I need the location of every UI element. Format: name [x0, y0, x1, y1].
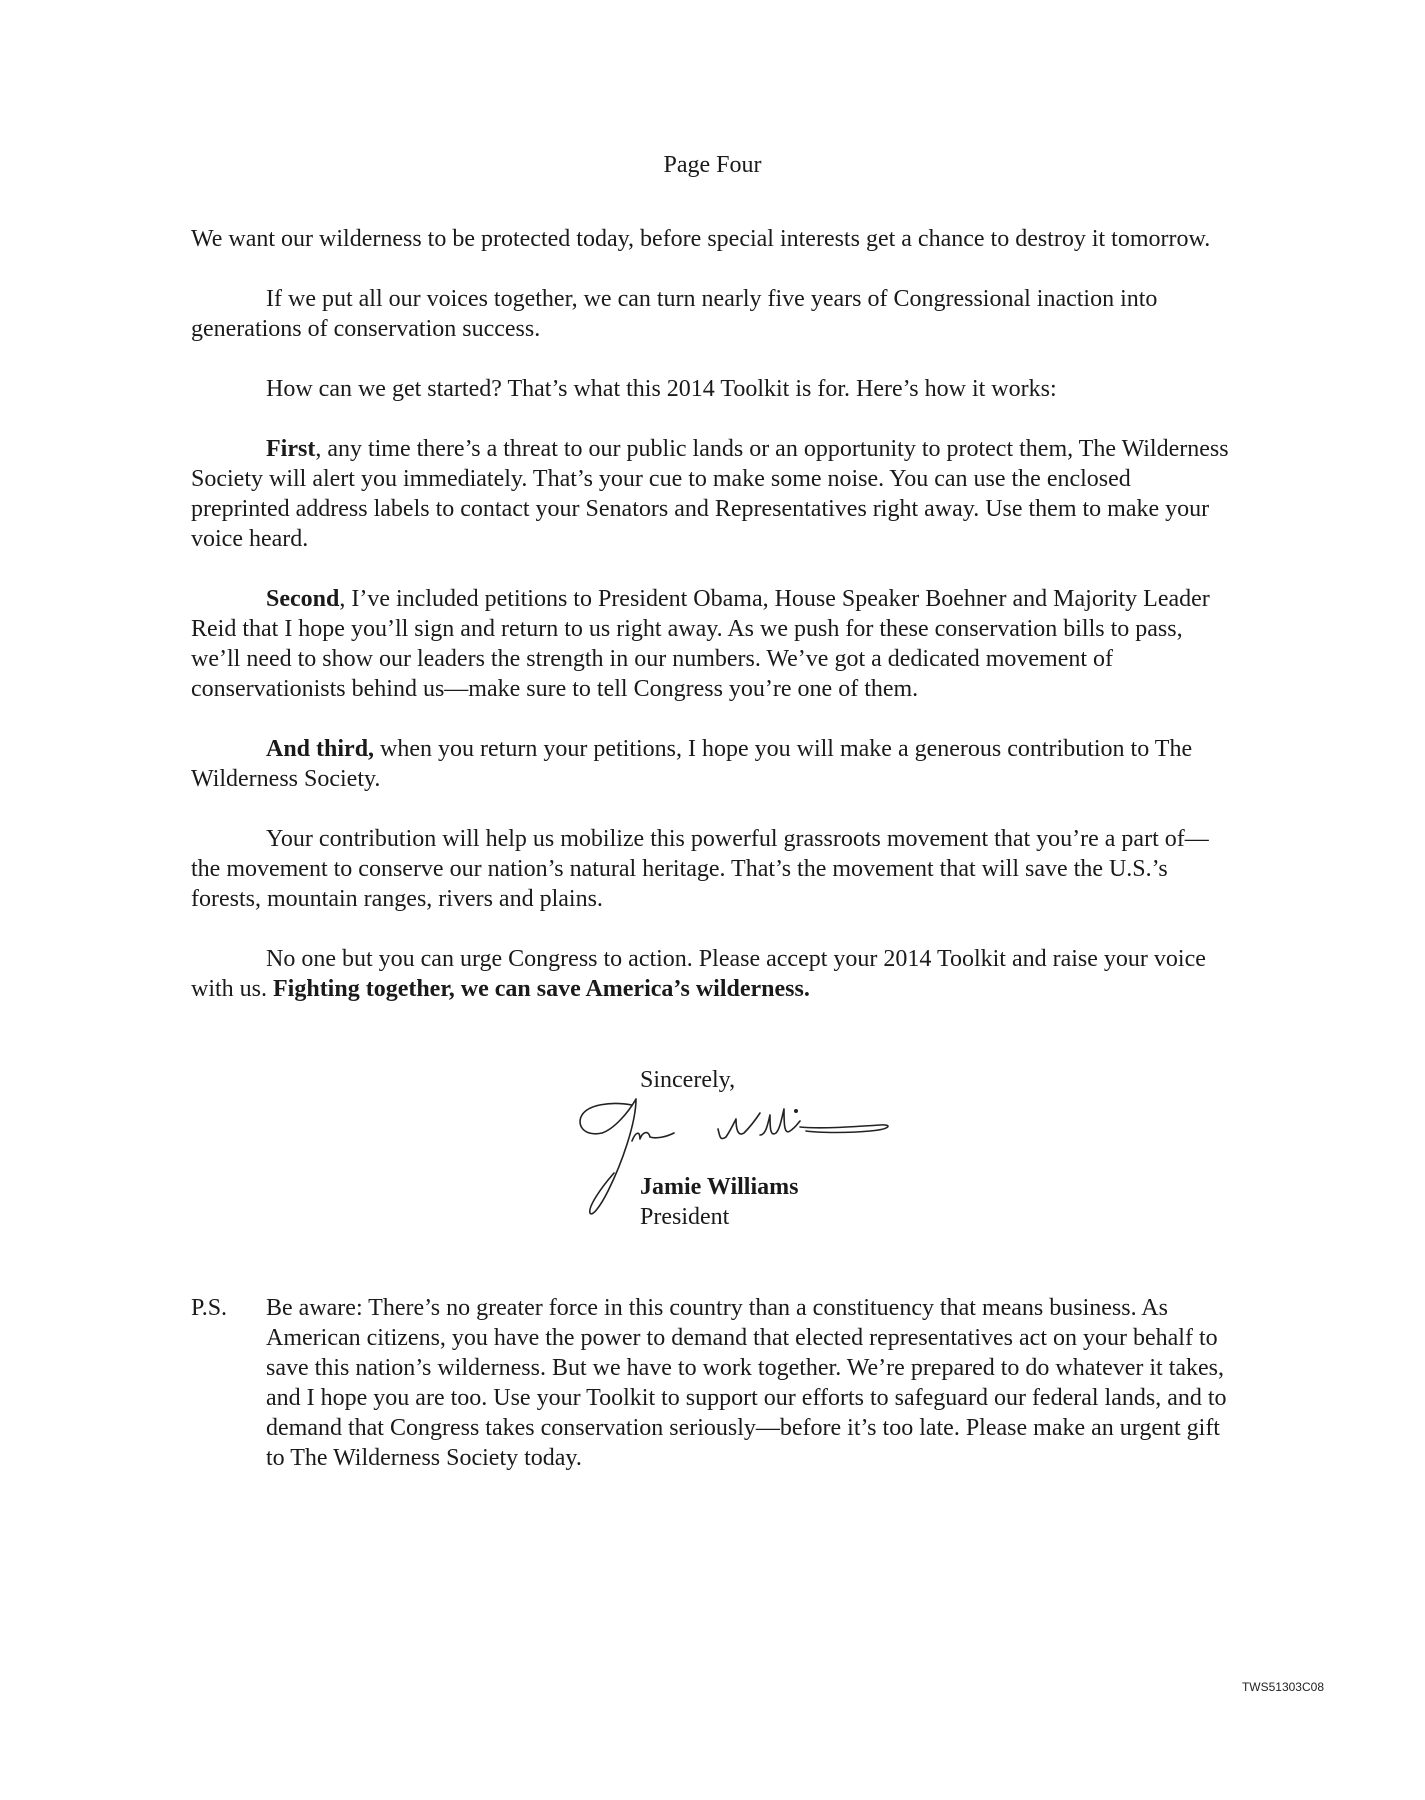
paragraph-third-lead: And third, [266, 736, 375, 762]
paragraph-first [191, 434, 1231, 554]
postscript-text: Be aware: There’s no greater force in this country than a constituency that means business. As American citizens, you have the power to demand that elected representatives act on your behalf to save this nation’s wilderness. But we have to work together. We’re prepared to do whatever it takes, and I hope you are too. Use your Toolkit to support our efforts to safeguard our federal lands, and to demand that Congress takes conservation seriously—before it’s too late. Please make an urgent gift to The Wilderness Society today. [266, 1295, 1227, 1471]
paragraph-call-to-action-bold: Fighting together, we can save America’s wilderness. [273, 976, 810, 1002]
signer-title: President [640, 1204, 730, 1230]
document-code: TWS51303C08 [1241, 1680, 1324, 1694]
signer-name: Jamie Williams [640, 1174, 799, 1200]
paragraph-1 [191, 224, 1231, 254]
paragraph-contribution [191, 824, 1231, 914]
page-label: Page Four [663, 152, 762, 178]
signer-block [640, 1172, 798, 1232]
paragraph-contribution-text: Your contribution will help us mobilize this powerful grassroots movement that you’re a part of—the movement to conserve our nation’s natural heritage. That’s the movement that will save the U.S.’s forests, mountain ranges, rivers and plains. [191, 826, 1209, 912]
paragraph-second-lead: Second [266, 586, 340, 612]
postscript-label: P.S. [191, 1295, 228, 1321]
paragraph-call-to-action [191, 944, 1231, 1004]
letter-body [191, 224, 1231, 1034]
paragraph-first-lead: First [266, 436, 316, 462]
paragraph-second [191, 584, 1231, 704]
paragraph-first-text: , any time there’s a threat to our public lands or an opportunity to protect them, The Wilderness Society will alert you immediately. That’s your cue to make some noise. You can use the enclosed preprinted address labels to contact your Senators and Representatives right away. Use them to make your voice heard. [191, 436, 1229, 552]
paragraph-2-text: If we put all our voices together, we can turn nearly five years of Congressional inaction into generations of conservation success. [191, 286, 1158, 342]
paragraph-third [191, 734, 1231, 794]
paragraph-call-to-action-text: No one but you can urge Congress to action. Please accept your 2014 Toolkit and raise your voice with us. [191, 946, 1206, 1002]
paragraph-3-text: How can we get started? That’s what this 2014 Toolkit is for. Here’s how it works: [266, 376, 1057, 402]
paragraph-second-text: , I’ve included petitions to President Obama, House Speaker Boehner and Majority Leader Reid that I hope you’ll sign and return to us right away. As we push for these conservation bills to pass, we’ll need to show our leaders the strength in our numbers. We’ve got a dedicated movement of conservationists behind us—make sure to tell Congress you’re one of them. [191, 586, 1210, 702]
paragraph-1-text: We want our wilderness to be protected today, before special interests get a chance to destroy it tomorrow. [191, 226, 1211, 252]
closing-salutation: Sincerely, [640, 1067, 736, 1093]
paragraph-third-text: when you return your petitions, I hope you will make a generous contribution to The Wilderness Society. [191, 736, 1193, 792]
paragraph-2 [191, 284, 1231, 344]
paragraph-3 [191, 374, 1231, 404]
postscript [191, 1293, 1231, 1473]
